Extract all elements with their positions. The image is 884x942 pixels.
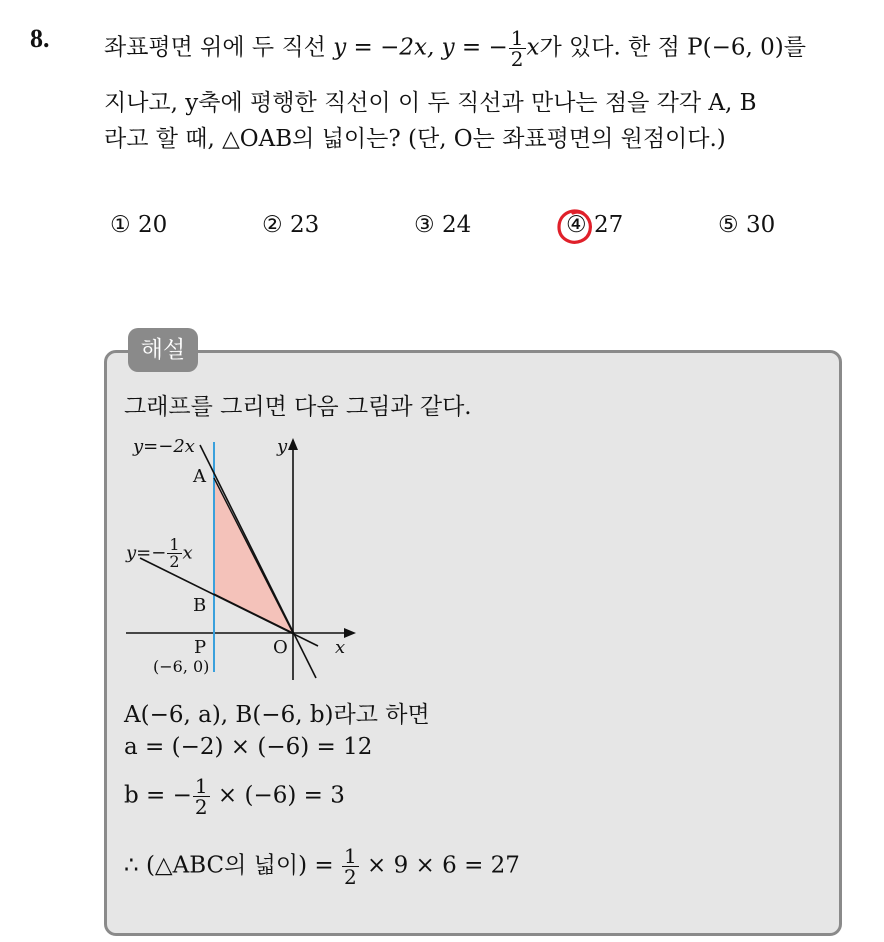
choice-1-mark: ①	[110, 212, 131, 238]
solution-step-4	[124, 846, 520, 887]
label-line2-fraction	[167, 537, 181, 570]
label-y-axis: y	[277, 436, 288, 457]
step3-text-b: × (−6) = 3	[210, 782, 345, 809]
choice-3-mark: ③	[414, 212, 435, 238]
label-origin-O: O	[273, 637, 288, 658]
label-line2-text-a: y=−	[126, 542, 167, 564]
label-line2-text-b: x	[182, 542, 193, 564]
step4-text-b: × 9 × 6 = 27	[359, 852, 520, 879]
label-point-A: A	[193, 466, 206, 487]
question-line-3: 라고 할 때, △OAB의 넓이는? (단, O는 좌표평면의 원점이다.)	[104, 126, 726, 152]
step3-numerator: 1	[194, 774, 208, 798]
label-point-P: P	[194, 637, 207, 658]
choice-2-value: 23	[289, 212, 320, 238]
x-axis-arrow-icon	[344, 628, 356, 638]
step3-fraction	[193, 776, 210, 817]
solution-step-2: a = (−2) × (−6) = 12	[124, 734, 373, 760]
question-line1-text-b: 가 있다. 한 점 P(−6, 0)를	[539, 34, 806, 61]
solution-step-1: A(−6, a), B(−6, b)라고 하면	[124, 702, 430, 728]
step4-fraction	[342, 846, 359, 887]
y-axis-arrow-icon	[288, 438, 298, 450]
step4-text-a: ∴ (△ABC의 넓이) =	[124, 852, 341, 879]
step3-text-a: b = −	[124, 782, 192, 809]
label-line2-denominator: 2	[169, 552, 180, 571]
label-point-P-coords: (−6, 0)	[153, 657, 210, 676]
question-line1-text-a: 좌표평면 위에 두 직선	[104, 34, 334, 61]
choice-3-value: 24	[441, 212, 472, 238]
label-x-axis: x	[335, 637, 346, 658]
label-line-y-minus-half-x	[126, 537, 193, 570]
choice-2-mark: ②	[262, 212, 283, 238]
choice-5-value: 30	[745, 212, 776, 238]
step4-denominator: 2	[343, 865, 357, 889]
choice-4-mark: ④	[566, 212, 587, 238]
fraction-numerator: 1	[510, 26, 524, 50]
solution-step-3	[124, 776, 345, 817]
choice-4-value: 27	[593, 212, 624, 238]
label-line1-text: y=−2x	[133, 436, 195, 457]
choice-5-mark: ⑤	[718, 212, 739, 238]
question-line1-x: x	[526, 34, 540, 61]
solution-tag: 해설	[128, 328, 198, 372]
step4-numerator: 1	[343, 844, 357, 868]
step3-denominator: 2	[194, 795, 208, 819]
question-line1-eq: y = −2x, y = −	[333, 34, 508, 61]
question-number: 8.	[30, 24, 50, 53]
solution-intro: 그래프를 그리면 다음 그림과 같다.	[124, 394, 472, 420]
question-line-2: 지나고, y축에 평행한 직선이 이 두 직선과 만나는 점을 각각 A, B	[104, 90, 757, 116]
fraction-denominator: 2	[510, 47, 524, 71]
choice-1-value: 20	[137, 212, 168, 238]
label-line2-numerator: 1	[169, 535, 180, 554]
label-line-y-minus-2x	[133, 436, 195, 457]
label-point-B: B	[193, 595, 207, 616]
